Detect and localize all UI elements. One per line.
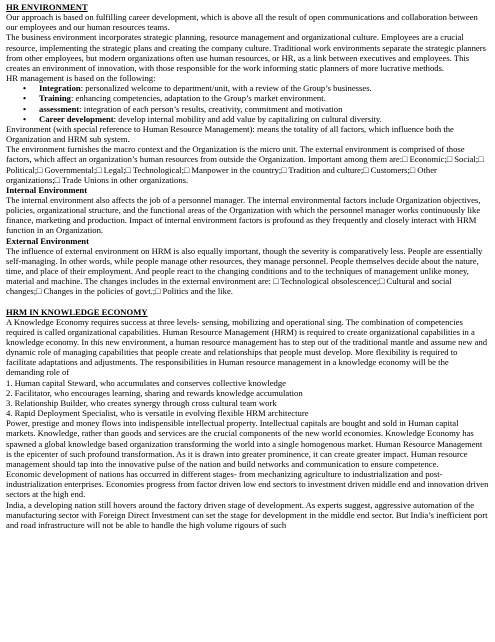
role-item: 2. Facilitator, who encourages learning, sharing and rewards knowledge accumulation [6, 387, 303, 398]
paragraph-business-environment: The business environment incorporates strategic planning, resource management and organizational culture. Employees are a crucial resource, implementing the strategic plans and creating the company culture. Traditional work environments separate the strategic planners from other employees, but modern organizations often use human resources, or HR, as a link between executives and employees. This creates an environment of innovation, with those responsible for the work informing static planners of more lucrative methods. [6, 32, 486, 73]
paragraph-knowledge-economy-2: Power, prestige and money flows into indispensible intellectual property. Intellectual capitals are bought and sold in Human capital markets. Knowledge, rather than goods and services are the crucial components of the new world economies. Knowledge Economy has spawned a global knowledge based organization transforming the world into a single homogenous market. Human Resource Management is the epicenter of such profound transformation. As it is drawn into greater prominence, it can create greater impact. Human resource management should tap into the innovative pulse of the nation and build networks and communication to ensure competence. [6, 418, 483, 469]
paragraph-external-environment: The influence of external environment on HRM is also equally important, though the severity is comparatively less. People are essentially self-managing. In other words, while people manage other resources, they manage personnel. People themselves decide about the nature, time, and place of their employment. And people react to the changing conditions and to the techniques of management unlike money, material and machine. The changes includes in the external environment are: □ Technological obsolescence;□ Cultural and social changes;□ Changes in the policies of govt.;□ Politics and the like. [6, 245, 483, 297]
paragraph-macro-context: The environment furnishes the macro context and the Organization is the micro unit. The external environment is comprised of those factors, which affect an organization’s human resources from outside the Organization. Important among them are:□ Economic;□ Social;□ Political;□ Governmental;□ Legal;□ Technological;□ Manpower in the country;□ Tradition and culture;□ Customers;□ Other organizations;□ Trade Unions in other organizations. [6, 144, 484, 185]
list-item-text: : enhancing competencies, adaptation to the Group’s market environment. [70, 93, 326, 104]
role-item: 3. Relationship Builder, who creates synergy through cross cultural team work [6, 397, 277, 408]
section-heading-external-environment: External Environment [6, 235, 89, 246]
section-heading-internal-environment: Internal Environment [6, 184, 88, 195]
paragraph-hr-based-on: HR management is based on the following: [6, 73, 156, 84]
section-heading-hr-environment: HR ENVIRONMENT [6, 2, 88, 12]
section-spacer [6, 297, 489, 307]
paragraph-knowledge-economy-3: Economic development of nations has occurred in different stages- from mechanizing agriculture to industrialization and post-industrialization enterprises. Economies progress from factor driven low end sectors to investment driven middle end and innovation driven sectors at the high end. [6, 469, 489, 500]
role-item: 1. Human capital Steward, who accumulates and conserves collective knowledge [6, 377, 286, 388]
paragraph-intro: Our approach is based on fulfilling career development, which is above all the result of open communications and collaboration between our employees and our human resources teams. [6, 12, 478, 33]
list-item-text: : develop internal mobility and add value by capitalizing on cultural diversity. [113, 113, 382, 124]
paragraph-knowledge-economy-4: India, a developing nation still hovers around the factory driven stage of development. As experts suggest, aggressive automation of the manufacturing sector with Foreign Direct Investment can set the stage for development in the middle end sector. But India’s inefficient port and road infrastructure will not be able to handle the high volume rigours of such [6, 499, 488, 530]
list-item-term: assessment [39, 103, 80, 114]
list-item-term: Integration [39, 83, 81, 94]
section-heading-knowledge-economy: HRM IN KNOWLEDGE ECONOMY [6, 306, 148, 317]
hr-basis-list [6, 83, 489, 124]
paragraph-knowledge-economy-1: A Knowledge Economy requires success at three levels- sensing, mobilizing and operational sing. The combination of competencies required is called organizational capabilities. Human Resource Management (HRM) is required to create organizational capabilities in a knowledge economy. In this new environment, a human resource management has to step out of the traditional mantle and assume new and dynamic role of managing capabilities that people create and relationships that people must develop. More flexibility is required to facilitate adaptations and adjustments. The responsibilities in Human resource management in a knowledge economy will be the demanding role of [6, 316, 488, 378]
list-item-term: Training [39, 93, 71, 104]
list-item [23, 93, 489, 103]
list-item [23, 114, 489, 124]
list-item-text: : personalized welcome to department/unit, with a review of the Group’s businesses. [80, 83, 372, 94]
list-item-term: Career development [39, 113, 114, 124]
paragraph-environment-definition: Environment (with special reference to Human Resource Management): means the totality of all factors, which influence both the Organization and HRM sub system. [6, 123, 454, 145]
list-item-text: : integration of each person’s results, creativity, commitment and motivation [79, 103, 343, 114]
list-item [23, 104, 489, 114]
paragraph-internal-environment: The internal environment also affects the job of a personnel manager. The internal environmental factors include Organization objectives, policies, organizational structure, and the functional areas of the Organization with which the personnel manager works continuously like finance, marketing and production. Impact of internal environment factors is profound as they frequently and closely interact with HRM function in an Organization. [6, 194, 481, 236]
list-item [23, 83, 489, 93]
role-item: 4. Rapid Deployment Specialist, who is versatile in evolving flexible HRM architecture [6, 408, 309, 419]
